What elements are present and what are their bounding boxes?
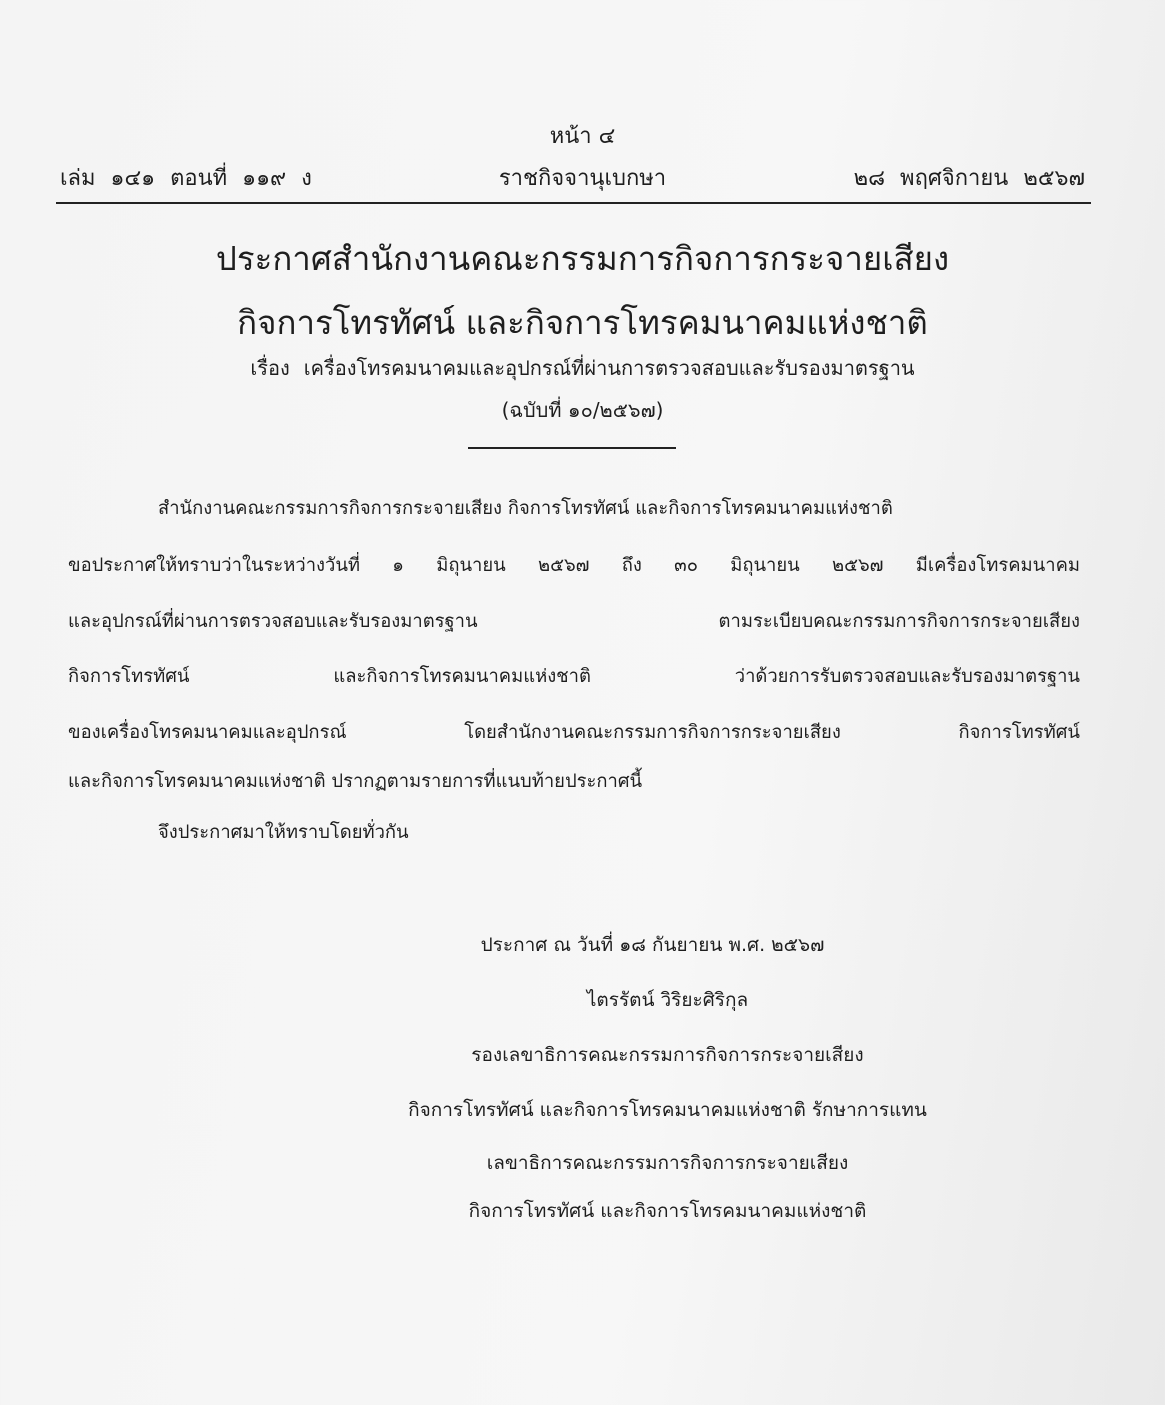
- closing-line: จึงประกาศมาให้ทราบโดยทั่วกัน: [158, 822, 409, 843]
- subject-label: เรื่อง: [250, 356, 290, 380]
- signatory-position-4: กิจการโทรทัศน์ และกิจการโทรคมนาคมแห่งชาติ: [468, 1200, 867, 1222]
- title-divider: [468, 447, 676, 449]
- announcement-date: ประกาศ ณ วันที่ ๑๘ กันยายน พ.ศ. ๒๕๖๗: [480, 934, 825, 956]
- header-divider: [56, 202, 1091, 204]
- signatory-name: ไตรรัตน์ วิริยะศิริกุล: [586, 989, 749, 1011]
- publication-date: ๒๘ พฤศจิกายน ๒๕๖๗: [853, 166, 1085, 191]
- body-line-4: กิจการโทรทัศน์ และกิจการโทรคมนาคมแห่งชาติ ว่าด้วยการรับตรวจสอบและรับรองมาตรฐาน: [68, 666, 1080, 687]
- body-line-5: ของเครื่องโทรคมนาคมและอุปกรณ์ โดยสำนักงานคณะกรรมการกิจการกระจายเสียง กิจการโทรทัศน์: [68, 722, 1080, 743]
- body-line-1: สำนักงานคณะกรรมการกิจการกระจายเสียง กิจการโทรทัศน์ และกิจการโทรคมนาคมแห่งชาติ: [158, 498, 893, 519]
- signatory-position-3: เลขาธิการคณะกรรมการกิจการกระจายเสียง: [486, 1152, 849, 1174]
- gazette-name: ราชกิจจานุเบกษา: [498, 166, 667, 191]
- body-line-3: และอุปกรณ์ที่ผ่านการตรวจสอบและรับรองมาตรฐาน ตามระเบียบคณะกรรมการกิจการกระจายเสียง: [68, 611, 1080, 632]
- announcement-title-line2: กิจการโทรทัศน์ และกิจการโทรคมนาคมแห่งชาติ: [237, 303, 928, 342]
- body-line-6: และกิจการโทรคมนาคมแห่งชาติ ปรากฏตามรายการที่แนบท้ายประกาศนี้: [68, 771, 643, 792]
- announcement-title-line1: ประกาศสำนักงานคณะกรรมการกิจการกระจายเสียง: [215, 239, 950, 278]
- signatory-position-2: กิจการโทรทัศน์ และกิจการโทรคมนาคมแห่งชาติ รักษาการแทน: [408, 1099, 927, 1121]
- announcement-subject: [0, 352, 1165, 384]
- page-number: หน้า ๔: [549, 124, 616, 149]
- issue-number: (ฉบับที่ ๑๐/๒๕๖๗): [501, 398, 664, 422]
- signatory-position-1: รองเลขาธิการคณะกรรมการกิจการกระจายเสียง: [471, 1044, 864, 1066]
- subject-text: เครื่องโทรคมนาคมและอุปกรณ์ที่ผ่านการตรวจสอบและรับรองมาตรฐาน: [303, 356, 915, 380]
- body-line-2: ขอประกาศให้ทราบว่าในระหว่างวันที่ ๑ มิถุนายน ๒๕๖๗ ถึง ๓๐ มิถุนายน ๒๕๖๗ มีเครื่องโทรคมนาคม: [68, 555, 1080, 576]
- volume-issue: เล่ม ๑๔๑ ตอนที่ ๑๑๙ ง: [60, 166, 312, 191]
